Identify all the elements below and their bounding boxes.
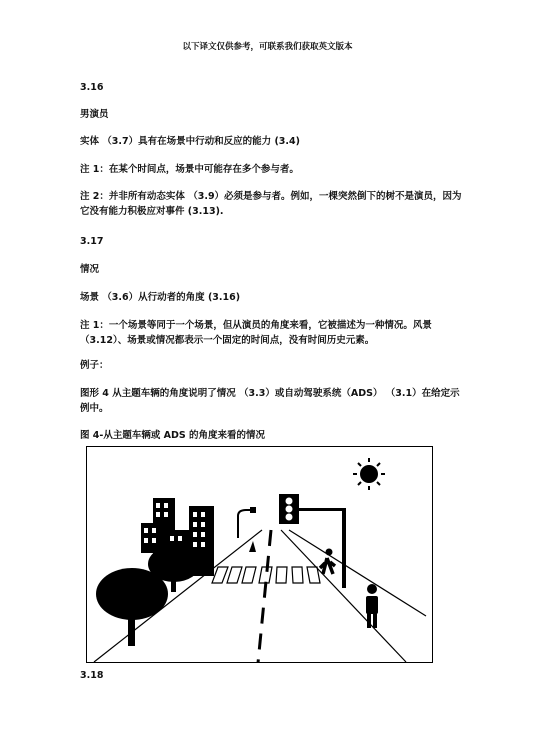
term-title: 男演员 <box>80 109 109 120</box>
term-number: 3.17 <box>80 236 104 247</box>
figure-caption: 图 4-从主题车辆或 ADS 的角度来看的情况 <box>80 430 266 441</box>
example-label: 例子： <box>80 360 109 371</box>
page-header: 以下译文仅供参考，可联系我们获取英文版本 <box>182 42 353 52</box>
term-number: 3.16 <box>80 82 104 93</box>
situation-illustration <box>86 446 433 663</box>
note-1: 注 1：在某个时间点，场景中可能存在多个参与者。 <box>80 164 299 175</box>
term-title: 情况 <box>80 264 100 275</box>
example-text: 图形 4 从主题车辆的角度说明了情况 （3.3）或自动驾驶系统（ADS） （3.1）在给定示例中。 <box>80 388 460 414</box>
definition: 场景 （3.6）从行动者的角度 (3.16) <box>80 292 241 303</box>
term-number: 3.18 <box>80 670 104 681</box>
note-1: 注 1：一个场景等同于一个场景，但从演员的角度来看，它被描述为一种情况。风景 （3.12）、场景或情况都表示一个固定的时间点，没有时间历史元素。 <box>80 320 432 346</box>
definition: 实体 （3.7）具有在场景中行动和反应的能力 (3.4) <box>80 136 300 147</box>
note-2: 注 2：并非所有动态实体 （3.9）必须是参与者。例如，一棵突然倒下的树不是演员，因为它没有能力积极应对事件 (3.13). <box>80 191 462 217</box>
